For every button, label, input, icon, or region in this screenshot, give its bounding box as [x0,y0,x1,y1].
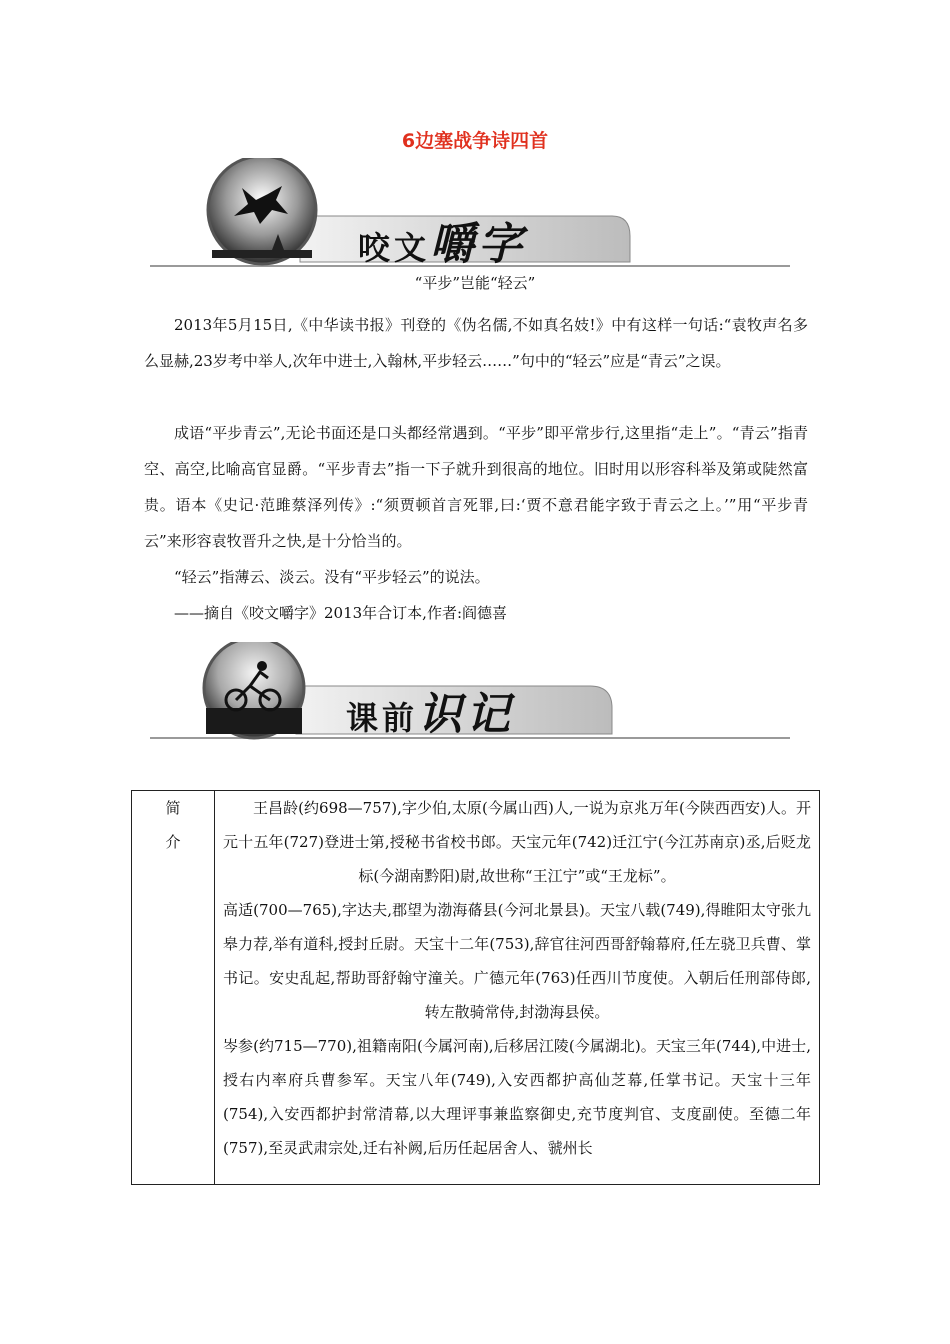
article-paragraph: 成语“平步青云”,无论书面还是口头都经常遇到。“平步”即平常步行,这里指“走上”。“青云”指青空、高空,比喻高官显爵。“平步青去”指一下子就升到很高的地位。旧时用以形容科举及第或陡然富贵。语本《史记·范雎蔡泽列传》:“须贾顿首言死罪,曰:‘贾不意君能字致于青云之上。’”用“平步青云”来形容袁牧晋升之快,是十分恰当的。 [144,424,808,550]
bio-paragraph-wang-changling: 王昌龄(约698—757),字少伯,太原(今属山西)人,一说为京兆万年(今陕西西安)人。开元十五年(727)登进士第,授秘书省校书郎。天宝元年(742)迁江宁(今江苏南京)丞,后贬龙标(今湖南黔阳)尉,故世称“王江宁”或“王龙标”。 [223,799,811,885]
article-source: ——摘自《咬文嚼字》2013年合订本,作者:阎德喜 [174,604,507,622]
section-banner-keqian-shiji [150,642,790,742]
article-paragraph: “轻云”指薄云、淡云。没有“平步轻云”的说法。 [174,568,490,586]
article-subtitle: “平步”岂能“轻云” [414,274,536,292]
bio-paragraph-cen-shen: 岑参(约715—770),祖籍南阳(今属河南),后移居江陵(今属湖北)。天宝三年(744),中进士,授右内率府兵曹参军。天宝八年(749),入安西都护高仙芝幕,任掌书记。天宝十三年(754),入安西都护封常清幕,以大理评事兼监察御史,充节度判官、支度副使。至德二年(757),至灵武肃宗处,迁右补阙,后历任起居舍人、虢州长 [223,1037,811,1157]
banner-2-big-text: 识记 [418,689,515,740]
banner-1-title [358,208,526,272]
page-title: 6边塞战争诗四首 [401,130,549,152]
bio-label-line-2: 介 [165,833,181,851]
banner-2-small-text: 课前 [346,699,419,737]
banner-2-title [346,678,514,742]
author-bio-table [131,790,820,1185]
bio-label-line-1: 简 [165,799,181,817]
bio-paragraph-gao-shi: 高适(700—765),字达夫,郡望为渤海蓨县(今河北景县)。天宝八载(749),得睢阳太守张九皋力荐,举有道科,授封丘尉。天宝十二年(753),辞官往河西哥舒翰幕府,任左骁卫兵曹、掌书记。安史乱起,帮助哥舒翰守潼关。广德元年(763)任西川节度使。入朝后任刑部侍郎,转左散骑常侍,封渤海县侯。 [223,901,811,1021]
bio-label-cell [132,791,215,1184]
article-paragraph: 2013年5月15日,《中华读书报》刊登的《伪名儒,不如真名妓!》中有这样一句话:“袁牧声名多么显赫,23岁考中举人,次年中进士,入翰林,平步轻云……”句中的“轻云”应是“青云”之误。 [144,316,808,370]
banner-1-small-text: 咬文 [358,229,431,267]
banner-1-big-text: 嚼字 [430,219,527,270]
bio-content-cell [215,791,819,1165]
section-banner-yaowen-jiaozi [150,158,790,270]
